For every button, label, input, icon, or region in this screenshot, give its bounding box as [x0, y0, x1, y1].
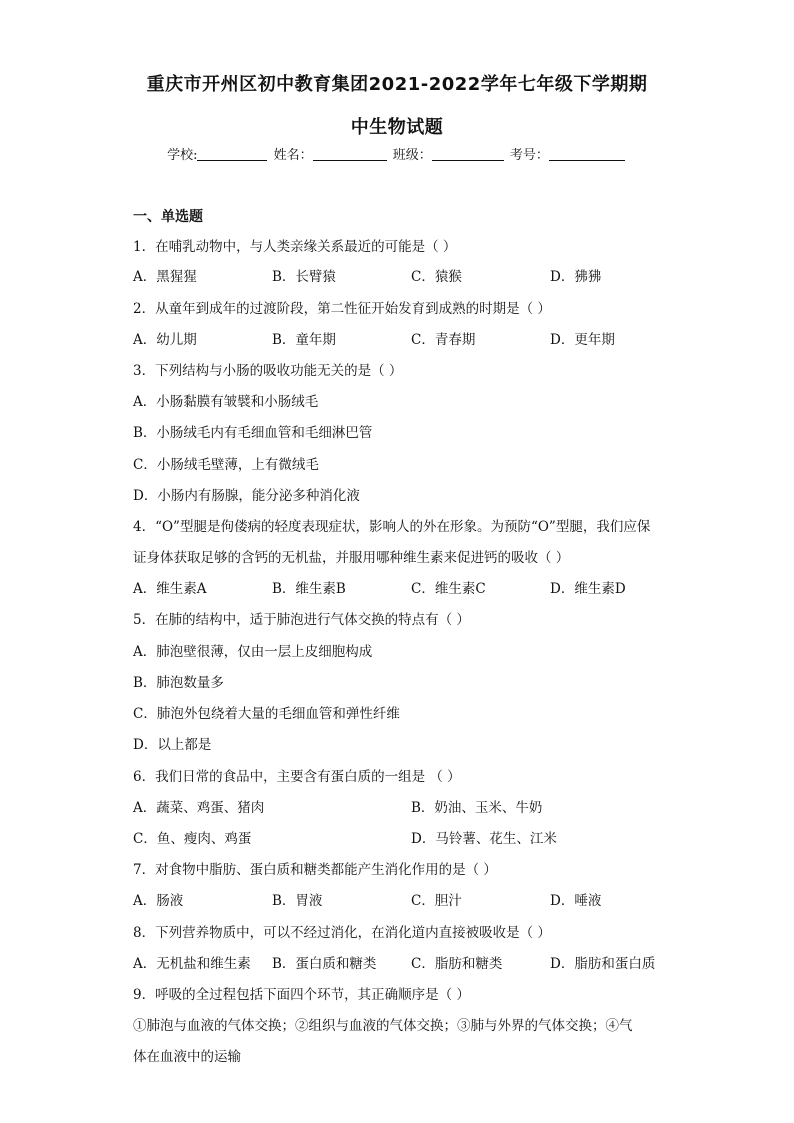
option: D．以上都是 — [133, 737, 212, 753]
option: A．小肠黏膜有皱襞和小肠绒毛 — [133, 394, 319, 410]
option: D．脂肪和蛋白质 — [550, 956, 656, 972]
option: D．马铃薯、花生、江米 — [411, 831, 557, 847]
option: B．长臂猿 — [272, 269, 336, 285]
question-detail-continued: 体在血液中的运输 — [133, 1049, 241, 1065]
option: B．奶油、玉米、牛奶 — [411, 800, 543, 816]
question-stem: 3．下列结构与小肠的吸收功能无关的是（ ） — [133, 363, 403, 379]
question-stem-continued: 证身体获取足够的含钙的无机盐，并服用哪种维生素来促进钙的吸收（ ） — [133, 550, 570, 566]
option: B．蛋白质和糖类 — [272, 956, 377, 972]
question-stem: 7．对食物中脂肪、蛋白质和糖类都能产生消化作用的是（ ） — [133, 862, 497, 878]
option: A．肠液 — [133, 893, 184, 909]
option: D．更年期 — [550, 332, 615, 348]
option: C．鱼、瘦肉、鸡蛋 — [133, 831, 252, 847]
option: D．唾液 — [550, 893, 602, 909]
option: B．小肠绒毛内有毛细血管和毛细淋巴管 — [133, 425, 373, 441]
option: C．猿猴 — [411, 269, 462, 285]
question-stem: 2．从童年到成年的过渡阶段，第二性征开始发育到成熟的时期是（ ） — [133, 301, 551, 317]
option: B．胃液 — [272, 893, 323, 909]
question-stem: 9．呼吸的全过程包括下面四个环节，其正确顺序是（ ） — [133, 987, 470, 1003]
class-label: 班级： — [392, 148, 432, 163]
option: D．小肠内有肠腺，能分泌多种消化液 — [133, 488, 360, 504]
option: C．小肠绒毛壁薄，上有微绒毛 — [133, 457, 319, 473]
exam-title-line2: 中生物试题 — [350, 117, 444, 138]
student-info-row — [0, 144, 794, 163]
option: A．无机盐和维生素 — [133, 956, 251, 972]
option: A．维生素A — [133, 581, 207, 597]
class-blank — [432, 146, 504, 161]
exam-title-line1: 重庆市开州区初中教育集团2021-2022学年七年级下学期期 — [146, 74, 648, 95]
option: A．黑猩猩 — [133, 269, 197, 285]
option: C．青春期 — [411, 332, 476, 348]
question-stem: 1．在哺乳动物中，与人类亲缘关系最近的可能是（ ） — [133, 239, 457, 255]
option: C．脂肪和糖类 — [411, 956, 503, 972]
question-stem: 5．在肺的结构中，适于肺泡进行气体交换的特点有（ ） — [133, 612, 470, 628]
question-stem: 6．我们日常的食品中，主要含有蛋白质的一组是 （ ） — [133, 769, 461, 785]
option: D．维生素D — [550, 581, 626, 597]
name-label: 姓名： — [273, 148, 313, 163]
option: C．肺泡外包绕着大量的毛细血管和弹性纤维 — [133, 706, 400, 722]
option: B．童年期 — [272, 332, 336, 348]
school-label: 学校: — [167, 148, 198, 163]
name-blank — [313, 146, 387, 161]
option: C．维生素C — [411, 581, 486, 597]
option: D．狒狒 — [550, 269, 602, 285]
question-stem: 4．“O”型腿是佝偻病的轻度表现症状，影响人的外在形象。为预防“O”型腿，我们应保 — [133, 519, 651, 535]
option: B．肺泡数量多 — [133, 675, 224, 691]
section-title: 一、单选题 — [133, 209, 203, 225]
option: A．幼儿期 — [133, 332, 197, 348]
question-detail: ①肺泡与血液的气体交换；②组织与血液的气体交换；③肺与外界的气体交换；④气 — [133, 1018, 633, 1034]
option: A．肺泡壁很薄，仅由一层上皮细胞构成 — [133, 644, 373, 660]
option: C．胆汁 — [411, 893, 462, 909]
exam-number-label: 考号： — [509, 148, 549, 163]
school-blank — [197, 146, 267, 161]
option: A．蔬菜、鸡蛋、猪肉 — [133, 800, 265, 816]
option: B．维生素B — [272, 581, 346, 597]
question-stem: 8．下列营养物质中，可以不经过消化，在消化道内直接被吸收是（ ） — [133, 925, 551, 941]
exam-number-blank — [549, 146, 625, 161]
